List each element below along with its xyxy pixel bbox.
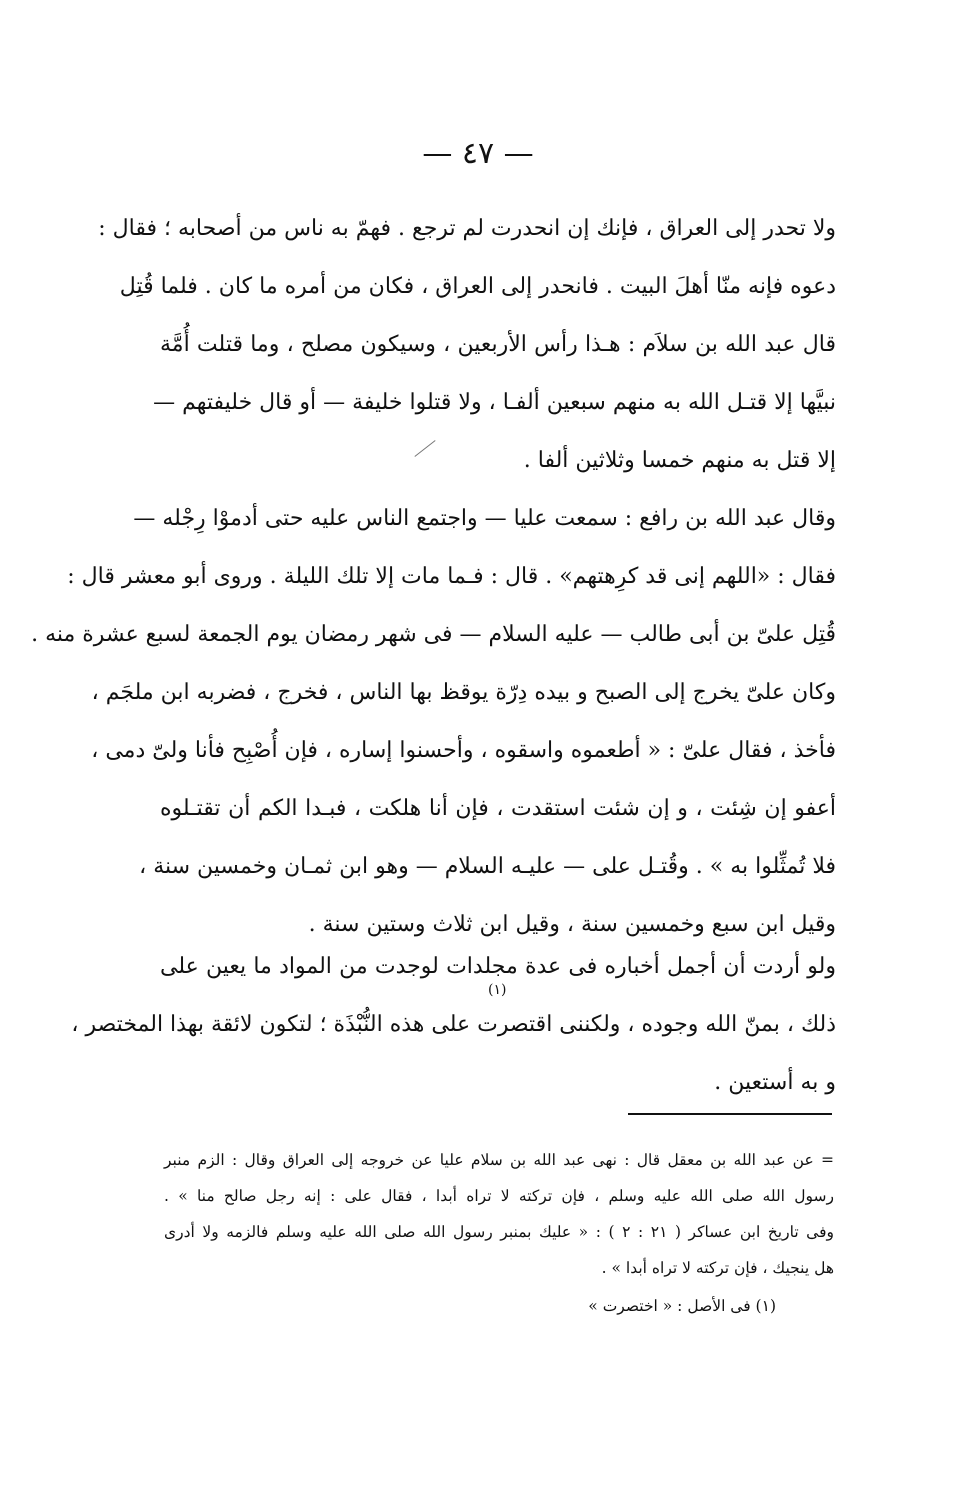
footnotes (164, 1142, 834, 1326)
footnote-line: وفى تاريخ ابن عساكر ( ٢١ : ٢ ) : « عليك بمنبر رسول الله صلى الله عليه وسلم فالزمه ولا أدرى (164, 1223, 834, 1241)
text-line: فقال : «اللهم إنى قد كرِهتهم» . قال : فـما مات إلا تلك الليلة . وروى أبو معشر قال : (67, 564, 836, 589)
footnote-divider (628, 1113, 832, 1115)
text-line: وقيل ابن سبع وخمسين سنة ، وقيل ابن ثلاث وستين سنة . (308, 912, 836, 937)
footnote-1: (١) فى الأصل : « اختصرت » (588, 1297, 776, 1315)
footnote-line: = عن عبد الله بن معقل قال : نهى عبد الله بن سلام عليا عن خروجه إلى العراق وقال : الزم منبر (164, 1151, 834, 1169)
text-line: و به أستعين . (714, 1070, 836, 1095)
paragraph-2 (31, 490, 836, 954)
text-line: وقال عبد الله بن رافع : سمعت عليا — واجتمع الناس عليه حتى أدموْا رِجْله — (133, 506, 836, 531)
text-line: وكان علىّ يخرج إلى الصبح و بيده دِرّة يوقظ بها الناس ، فخرج ، فضربه ابن ملجَم ، (91, 680, 836, 705)
footnote-line: هل ينجيك ، فإن تركته لا تراه أبدا » . (601, 1259, 834, 1277)
text-line: نبيَّها إلا قتـل الله به منهم سبعين ألفـا ، ولا قتلوا خليفة — أو قال خليفتهم — (153, 390, 836, 415)
paragraph-3 (71, 938, 836, 1112)
page-number: — ٤٧ — (422, 136, 534, 171)
text-line: ولا تحدر إلى العراق ، فإنك إن انحدرت لم ترجع . فهمّ به ناس من أصحابه ؛ فقال : (98, 216, 836, 241)
text-line: فأخذ ، فقال علىّ : « أطعموه واسقوه ، وأحسنوا إساره ، فإن أُصْبِح فأنا ولىّ دمى ، (91, 738, 836, 763)
text-line: ولو أردت أن أجمل أخباره فى عدة مجلدات لوجدت من المواد ما يعين على (160, 954, 836, 979)
text-line: إلا قتل به منهم خمسا وثلاثين ألفا . (523, 448, 836, 473)
text-line: قُتِل علىّ بن أبى طالب — عليه السلام — فى شهر رمضان يوم الجمعة لسبع عشرة منه . (31, 622, 836, 647)
text-line: دعوه فإنه منّا أهلَ البيت . فانحدر إلى العراق ، فكان من أمره ما كان . فلما قُتِل (119, 274, 836, 299)
footnote-reference-marker: (١) (488, 982, 507, 998)
text-line: قال عبد الله بن سلاَم : هـذا رأس الأربعين ، وسيكون مصلح ، وما قتلت أُمَّة (160, 332, 836, 357)
paragraph-1 (98, 200, 836, 490)
footnote-line: رسول الله صلى الله عليه وسلم ، فإن تركته لا تراه أبدا ، فقال على : إنه رجل صالح منا » . (164, 1187, 834, 1205)
text-line: أعفو إن شِئت ، و إن شئت استقدت ، فإن أنا هلكت ، فبـدا الكم أن تقتـلوه (160, 796, 836, 821)
text-line: ذلك ، بمنّ الله وجوده ، ولكننى اقتصرت على هذه النُّبْذَة ؛ لتكون لائقة بهذا المختصر ، (71, 1012, 836, 1037)
text-line: فلا تُمثِّلوا به » . وقُتـل على — عليـه السلام — وهو ابن ثمـان وخمسين سنة ، (139, 854, 836, 879)
